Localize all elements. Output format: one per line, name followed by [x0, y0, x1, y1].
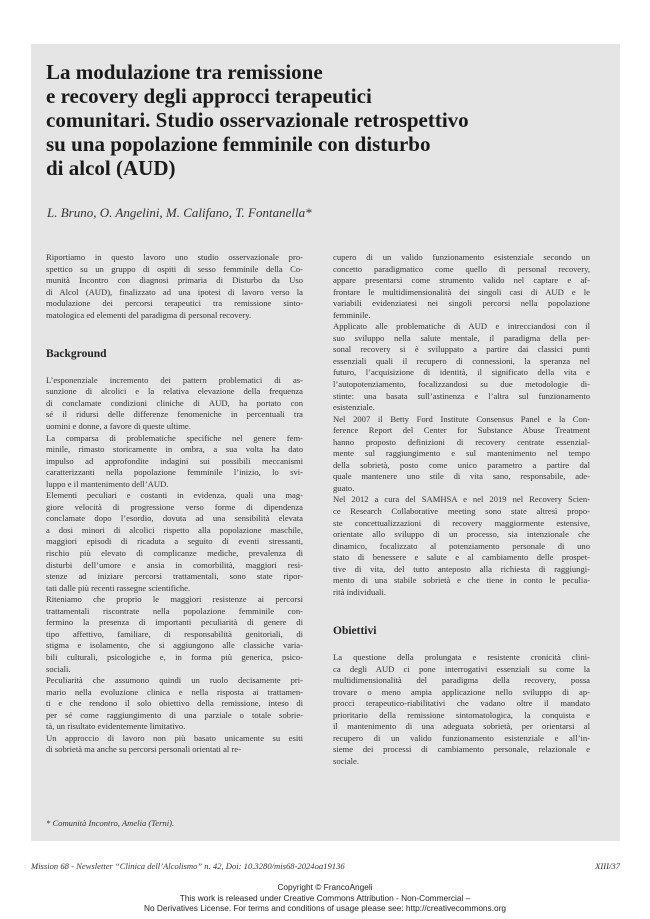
- text-line: munità Incontro con diagnosi primaria di Disturbo da Uso: [46, 275, 303, 286]
- text-line: giore velocità di progressione verso forme di dipendenza: [46, 501, 303, 512]
- text-line: Applicato alle problematiche di AUD e intrecciandosi con il: [333, 321, 590, 332]
- text-line: caratterizzanti nella popolazione femminile l’inizio, lo svi-: [46, 467, 303, 478]
- text-line: maggiori episodi di ricaduta a seguito di eventi stressanti,: [46, 536, 303, 547]
- text-line: hanno proposto definizioni di recovery centrate essenzial-: [333, 436, 590, 447]
- text-line: ce Research Collaborative meeting sono state altresì propo-: [333, 506, 590, 517]
- text-line: La questione della prolungata e resistente cronicità clini-: [333, 651, 590, 662]
- title-line: di alcol (AUD): [46, 156, 176, 180]
- text-line: mento di una stabile sobrietà e che tiene in conto le peculia-: [333, 575, 590, 586]
- text-line: ca degli AUD ci pone interrogativi essenziali su come la: [333, 663, 590, 674]
- text-line: frontare le multidimensionalità dei singoli casi di AUD e le: [333, 286, 590, 297]
- text-line: variabili evidenziatesi nei singoli percorsi nella popolazione: [333, 298, 590, 309]
- paragraph: [46, 733, 303, 756]
- text-line: ste concettualizzazioni di recovery maggiormente estensive,: [333, 517, 590, 528]
- background-heading: Background: [46, 348, 107, 361]
- objectives-heading: Obiettivi: [333, 625, 377, 638]
- paragraph: [46, 252, 303, 321]
- right-column: [333, 252, 590, 767]
- text-line: sociali.: [46, 663, 71, 674]
- text-line: cupero di un valido funzionamento esistenziale secondo un: [333, 252, 590, 262]
- paragraph: [46, 490, 303, 594]
- text-line: conclamate dopo l’esordio, dovuta ad una sensibilità elevata: [46, 513, 303, 524]
- text-line: essenziali quali il recupero di connessioni, la speranza nel: [333, 355, 590, 366]
- text-line: a dosi minori di alcolici rispetto alla popolazione maschile,: [46, 524, 303, 535]
- paragraph: [333, 321, 590, 413]
- text-line: mente sul raggiungimento e sul mantenimento nel tempo: [333, 448, 590, 459]
- text-line: per sé come raggiungimento di una parziale o totale sobrie-: [46, 709, 303, 720]
- text-line: esistenziale.: [333, 402, 375, 413]
- left-column: [46, 252, 303, 756]
- text-line: dinamico, focalizzato al potenziamento personale di uno: [333, 540, 590, 551]
- text-line: matologica ed elementi del paradigma di personal recovery.: [46, 309, 252, 320]
- paragraph: [46, 433, 303, 491]
- paragraph: [46, 594, 303, 675]
- page-number: XIII/37: [595, 861, 620, 871]
- text-line: Riteniamo che proprio le maggiori resistenze ai percorsi: [46, 594, 303, 605]
- text-line: di Alcol (AUD), finalizzato ad una ipotesi di lavoro verso la: [46, 286, 303, 297]
- text-line: bili culturali, psicologiche e, in forma più generica, psico-: [46, 651, 303, 662]
- text-line: femminile.: [333, 309, 371, 320]
- text-line: stinte: una basata sull’astinenza e l’altra sul funzionamento: [333, 390, 590, 401]
- text-line: sieme dei processi di cambiamento personale, relazionale e: [333, 744, 590, 755]
- title-line: e recovery degli approcci terapeutici: [46, 84, 372, 108]
- paragraph: [333, 652, 590, 767]
- text-line: L’esponenziale incremento dei pattern problematici di as-: [46, 374, 303, 385]
- license-line: Copyright © FrancoAngeli: [277, 882, 373, 892]
- text-line: minile, rimasto storicamente in ombra, a sua volta ha dato: [46, 444, 303, 455]
- title-line: comunitari. Studio osservazionale retrospettivo: [46, 108, 469, 132]
- text-line: rità individuali.: [333, 586, 386, 597]
- text-line: sonal recovery si è sviluppato a partire dai classici punti: [333, 344, 590, 355]
- text-line: trovare o meno ampia applicazione nello sviluppo di ap-: [333, 686, 590, 697]
- text-line: disturbi dell’umore e ansia in comorbilità, maggiori resi-: [46, 559, 303, 570]
- text-line: stenze ad iniziare percorsi trattamentali, sono state ripor-: [46, 571, 303, 582]
- text-line: impulso ad approfondite indagini sui possibili meccanismi: [46, 455, 303, 466]
- paragraph: [46, 375, 303, 433]
- license-line: This work is released under Creative Commons Attribution - Non-Commercial –: [179, 892, 471, 903]
- text-line: tipo affettivo, familiare, di responsabilità genitoriali, di: [46, 628, 303, 639]
- text-line: appare presentarsi come strumento valido nel captare e af-: [333, 275, 590, 286]
- paragraph: [333, 252, 590, 321]
- text-line: multidimensionalità del paradigma della recovery, possa: [333, 675, 590, 686]
- text-line: stigma e isolamento, che si aggiungono alle classiche varia-: [46, 640, 303, 651]
- text-line: futuro, l’acquisizione di identità, il significato della vita e: [333, 367, 590, 378]
- text-line: concetto paradigmatico come quello di personal recovery,: [333, 263, 590, 274]
- text-line: sé il ridursi delle differenze fenomeniche in percentuali tra: [46, 409, 303, 420]
- license-notice: [0, 882, 650, 914]
- text-line: tive di vita, del tutto anteposto alla richiesta di raggiungi-: [333, 563, 590, 574]
- text-line: Riportiamo in questo lavoro uno studio osservazionale pro-: [46, 252, 303, 262]
- text-line: luppo e il mantenimento dell’AUD.: [46, 478, 169, 489]
- text-line: tati dalle più recenti rassegne scientifiche.: [46, 582, 191, 593]
- paragraph: [333, 414, 590, 495]
- article-title: [46, 60, 606, 180]
- license-line: No Derivatives License. For terms and conditions of usage please see: http://creativecommons.org: [143, 903, 506, 913]
- text-line: ference Report del Center for Substance Abuse Treatment: [333, 425, 590, 436]
- text-line: sociale.: [333, 755, 360, 766]
- text-line: procci terapeutico-riabilitativi che vadano oltre il mandato: [333, 698, 590, 709]
- text-line: della sobrietà, posto come unico parametro a partire dal: [333, 459, 590, 470]
- authors: L. Bruno, O. Angelini, M. Califano, T. Fontanella*: [47, 205, 312, 220]
- text-line: fermino la presenza di importanti peculiarità di genere di: [46, 617, 303, 628]
- text-line: sunzione di alcolici e la relativa elevazione della frequenza: [46, 386, 303, 397]
- text-line: modulazione dei percorsi terapeutici tra remissione sinto-: [46, 298, 303, 309]
- text-line: suo sviluppo nella salute mentale, il paradigma della per-: [333, 332, 590, 343]
- paragraph: [46, 675, 303, 733]
- footnote: * Comunità Incontro, Amelia (Terni).: [46, 818, 175, 828]
- text-line: ti e che rendono il solo obiettivo della remissione, inteso di: [46, 698, 303, 709]
- text-line: tà, un risultato evidentemente limitativo.: [46, 721, 186, 732]
- text-line: orientate allo sviluppo di un processo, sia intenzionale che: [333, 529, 590, 540]
- text-line: recupero di un valido funzionamento esistenziale e all’in-: [333, 732, 590, 743]
- text-line: Peculiarità che assumono quindi un ruolo decisamente pri-: [46, 675, 303, 686]
- text-line: Nel 2012 a cura del SAMHSA e nel 2019 nel Recovery Scien-: [333, 494, 590, 505]
- text-line: mario nella evoluzione clinica e nella risposta ai trattamen-: [46, 686, 303, 697]
- title-line: su una popolazione femminile con disturbo: [46, 132, 431, 156]
- text-line: prioritario della remissione sintomatologica, la conquista e: [333, 709, 590, 720]
- title-line: La modulazione tra remissione: [46, 60, 323, 84]
- text-line: trattamentali riscontrate nella popolazione femminile con-: [46, 605, 303, 616]
- text-line: stato di benessere e salute e al cambiamento delle prospet-: [333, 552, 590, 563]
- text-line: uomini e donne, a favore di queste ultime.: [46, 421, 191, 432]
- text-line: rischio più elevato di complicanze mediche, prevalenza di: [46, 548, 303, 559]
- paragraph: [333, 494, 590, 598]
- text-line: spettico su un gruppo di ospiti di sesso femminile della Co-: [46, 263, 303, 274]
- text-line: di sobrietà ma anche su percorsi personali orientati al re-: [46, 744, 241, 755]
- text-line: quale mantenere uno stile di vita sano, responsabile, ade-: [333, 471, 590, 482]
- text-line: guato.: [333, 482, 355, 493]
- text-line: Un approccio di lavoro non più basato unicamente su esiti: [46, 732, 303, 743]
- text-line: di conclamate condizioni cliniche di AUD, ha portato con: [46, 397, 303, 408]
- text-line: il mantenimento di una adeguata sobrietà, per orientarsi al: [333, 721, 590, 732]
- text-line: Elementi peculiari e costanti in evidenza, quali una mag-: [46, 490, 303, 501]
- text-line: l’autopotenziamento, focalizzandosi su due metodologie di-: [333, 379, 590, 390]
- text-line: La comparsa di problematiche specifiche nel genere fem-: [46, 432, 303, 443]
- text-line: Nel 2007 il Betty Ford Institute Consensus Panel e la Con-: [333, 413, 590, 424]
- journal-citation: Mission 68 - Newsletter “Clinica dell’Alcolismo” n. 42, Doi: 10.3280/mis68-2024oa19136: [31, 861, 345, 871]
